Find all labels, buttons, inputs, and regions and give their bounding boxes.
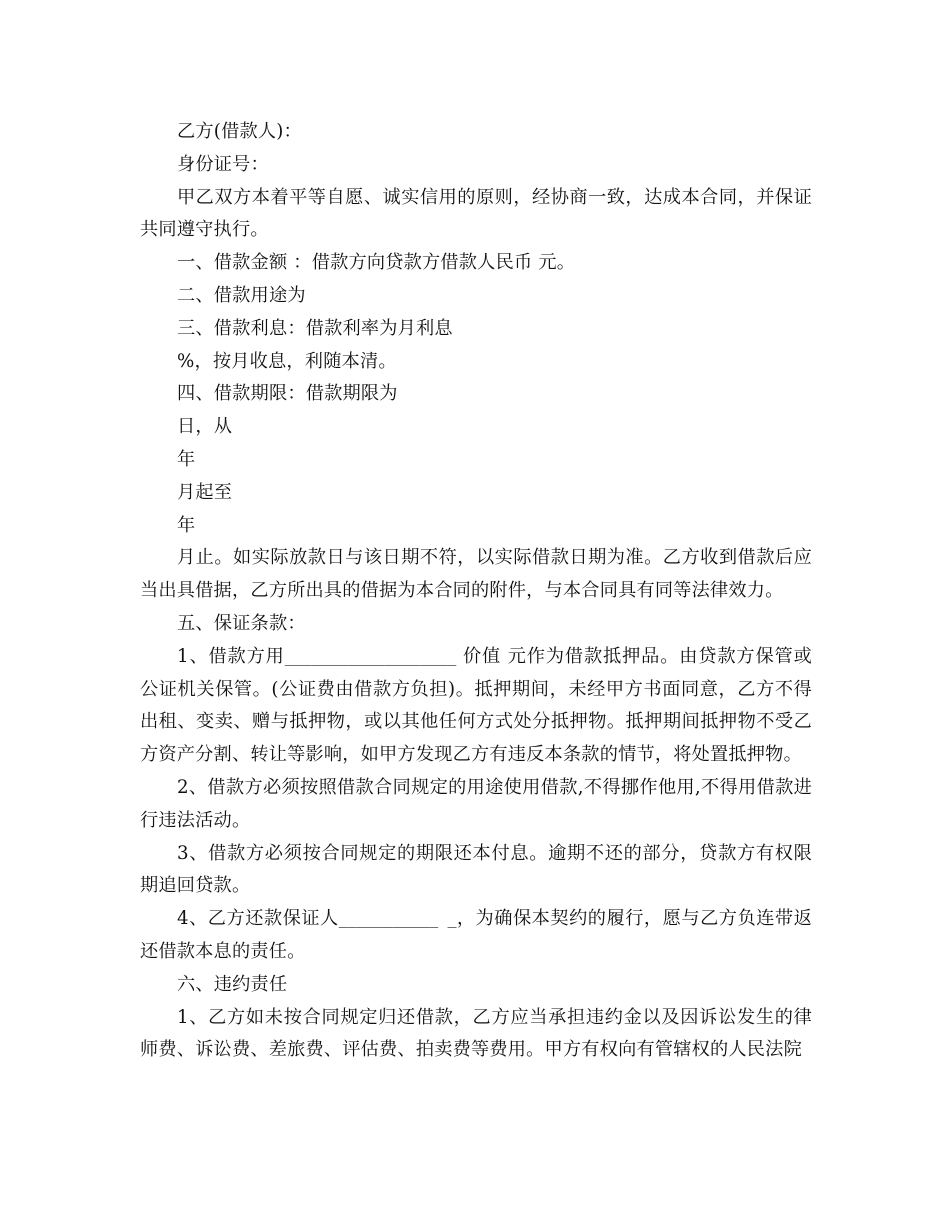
id-number-line: 身份证号： [177, 153, 269, 175]
clause-5-4-text: 4、乙方还款保证人 [177, 908, 339, 930]
term-clause-month-start: 月起至 [177, 481, 233, 503]
loan-purpose-clause: 二、借款用途为 [177, 284, 306, 306]
term-clause: 四、借款期限：借款期限为 [177, 383, 398, 405]
term-clause-year-end: 年 [177, 514, 196, 536]
term-clause-day: 日，从 [177, 416, 233, 438]
borrower-line: 乙方(借款人)： [177, 121, 302, 142]
breach-heading: 六、违约责任 [177, 973, 288, 995]
guarantee-clause-2: 2、借款方必须按照借款合同规定的用途使用借款,不得挪作他用,不得用借款进行违法活动。 [140, 776, 812, 831]
clause-5-1-text: 1、借款方用 [177, 645, 285, 667]
term-clause-year-start: 年 [177, 448, 196, 470]
guarantee-clause-4 [140, 903, 812, 969]
loan-amount-clause: 一、借款金额 ：借款方向贷款方借款人民币 元。 [177, 252, 576, 274]
preamble-paragraph: 甲乙双方本着平等自愿、诚实信用的原则，经协商一致，达成本合同，并保证共同遵守执行。 [140, 186, 812, 241]
clause-5-4-text-continued: ，为确保本契约的履行，愿与乙方负连带返还借款本息的责任。 [140, 908, 813, 962]
guarantee-clause-3: 3、借款方必须按合同规定的期限还本付息。逾期不还的部分，贷款方有权限期追回贷款。 [140, 842, 812, 897]
clause-5-1-text-continued: 价值 元作为借款抵押品。由贷款方保管或公证机关保管。(公证费由借款方负担)。抵押期间，未经甲方书面同意，乙方不得出租、变卖、赠与抵押物，或以其他任何方式处分抵押物。抵押期间抵押物不受乙方资产分割、转让等影响，如甲方发现乙方有违反本条款的情节，将处置抵押物。 [140, 645, 812, 766]
interest-clause: 三、借款利息：借款利率为月利息 [177, 317, 453, 339]
interest-clause-continued: %，按月收息，利随本清。 [177, 350, 397, 372]
term-clause-month-end: 月止。如实际放款日与该日期不符，以实际借款日期为准。乙方收到借款后应当出具借据，乙方所出具的借据为本合同的附件，与本合同具有同等法律效力。 [140, 547, 812, 602]
contract-body [140, 116, 812, 1067]
collateral-blank-field: ___________________ [284, 647, 457, 666]
breach-clause-1: 1、乙方如未按合同规定归还借款，乙方应当承担违约金以及因诉讼发生的律师费、诉讼费、差旅费、评估费、拍卖费等费用。甲方有权向有管辖权的人民法院 [140, 1006, 812, 1061]
guarantee-heading: 五、保证条款： [177, 612, 306, 634]
guarantor-blank-field: ___________ _ [338, 910, 457, 929]
guarantee-clause-1 [140, 641, 812, 772]
